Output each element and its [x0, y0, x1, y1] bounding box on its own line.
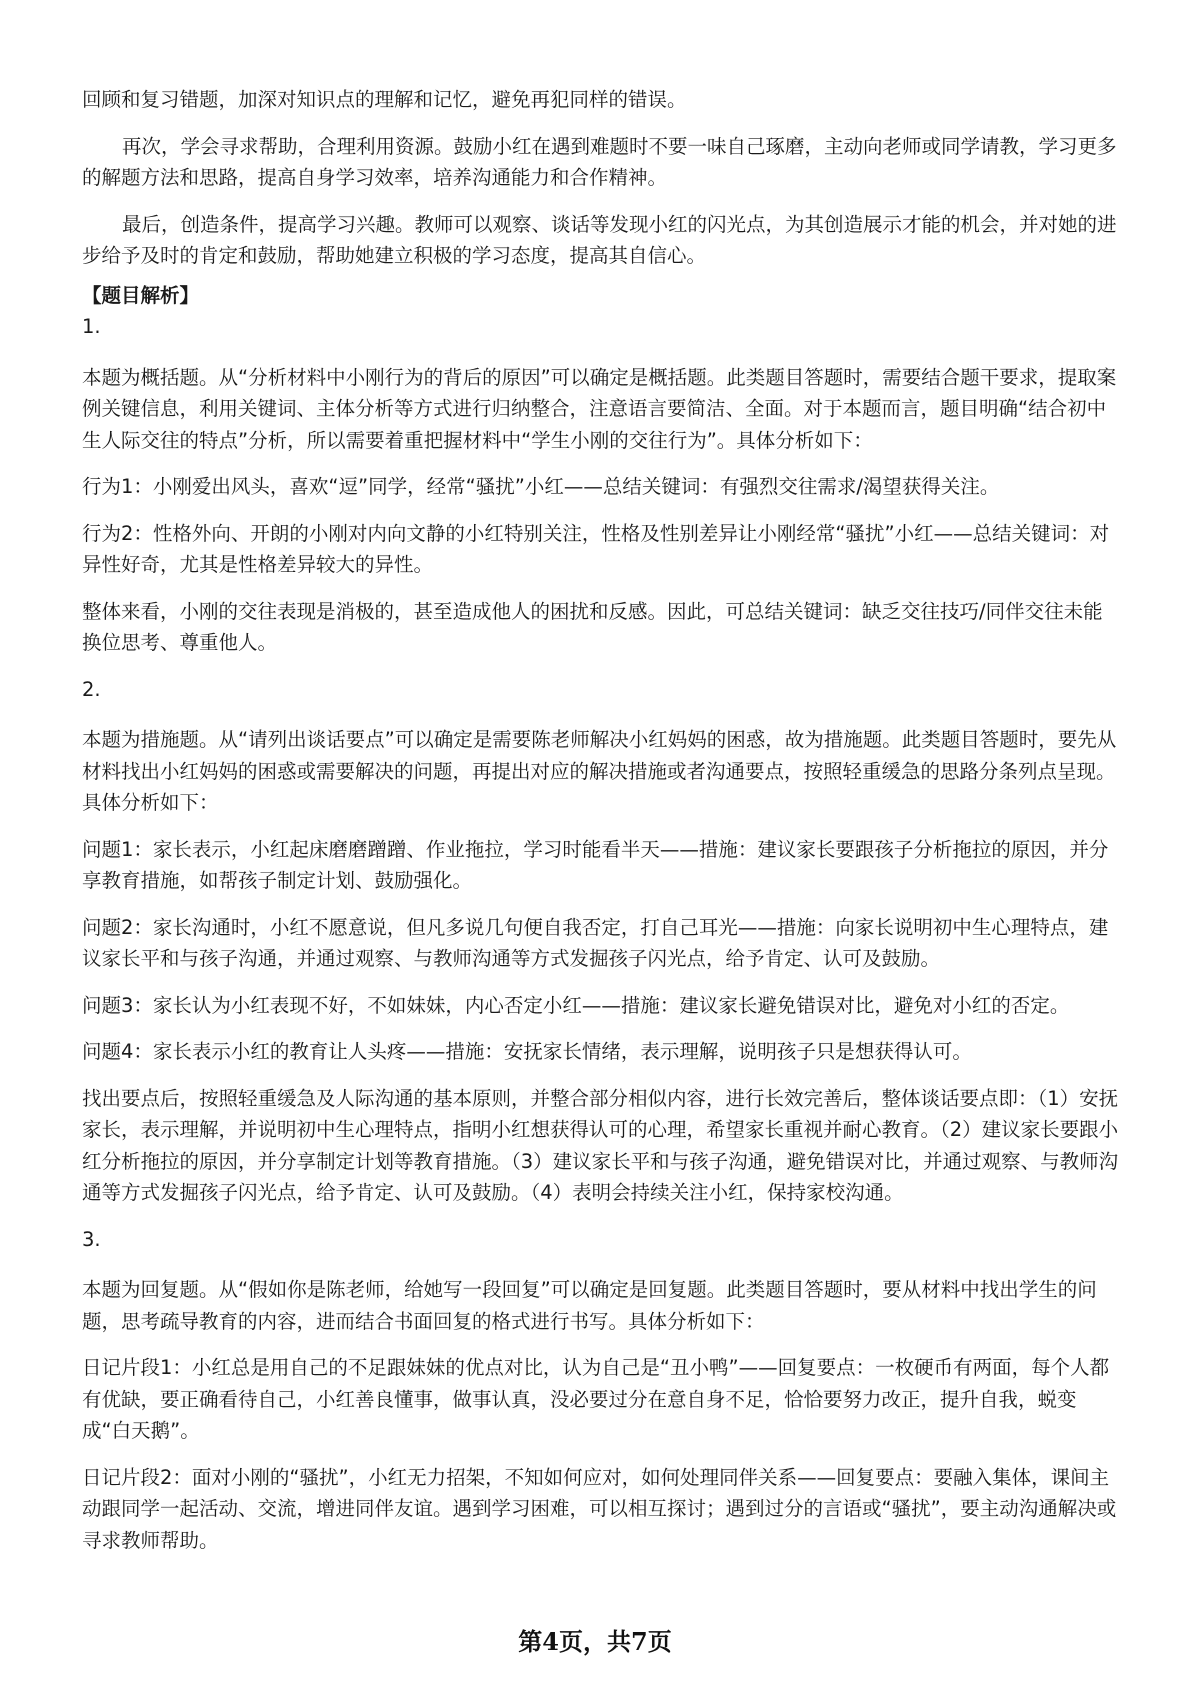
q2-problem-3: 问题3：家长认为小红表现不好，不如妹妹，内心否定小红——措施：建议家长避免错误对比，避免对小红的否定。: [82, 993, 1070, 1017]
q2-problem-1: 问题1：家长表示，小红起床磨磨蹭蹭、作业拖拉，学习时能看半天——措施：建议家长要跟孩子分析拖拉的原因，并分享教育措施，如帮孩子制定计划、鼓励强化。: [82, 837, 1109, 892]
document-page: [82, 84, 1120, 1556]
q2-problem-4: 问题4：家长表示小红的教育让人头疼——措施：安抚家长情绪，表示理解，说明孩子只是想获得认可。: [82, 1040, 972, 1063]
q2-intro: 本题为措施题。从“请列出谈话要点”可以确定是需要陈老师解决小红妈妈的困惑，故为措施题。此类题目答题时，要先从材料找出小红妈妈的困惑或需要解决的问题，再提出对应的解决措施或者沟通要点，按照轻重缓急的思路分条列点呈现。具体分析如下：: [82, 728, 1117, 814]
q1-summary: 整体来看，小刚的交往表现是消极的，甚至造成他人的困扰和反感。因此，可总结关键词：缺乏交往技巧/同伴交往未能换位思考、尊重他人。: [82, 599, 1103, 654]
q3-number: 3.: [82, 1227, 101, 1251]
q2-summary: 找出要点后，按照轻重缓急及人际沟通的基本原则，并整合部分相似内容，进行长效完善后，整体谈话要点即：（1）安抚家长，表示理解，并说明初中生心理特点，指明小红想获得认可的心理，希望家长重视并耐心教育。（2）建议家长要跟小红分析拖拉的原因，并分享制定计划等教育措施。（3）建议家长平和与孩子沟通，避免错误对比，并通过观察、与教师沟通等方式发掘孩子闪光点，给予肯定、认可及鼓励。（4）表明会持续关注小红，保持家校沟通。: [82, 1086, 1119, 1204]
page-number-footer: 第4页，共7页: [518, 1627, 672, 1656]
q3-diary-2: 日记片段2：面对小刚的“骚扰”，小红无力招架，不知如何应对，如何处理同伴关系——回复要点：要融入集体，课间主动跟同学一起活动、交流，增进同伴友谊。遇到学习困难，可以相互探讨；遇到过分的言语或“骚扰”，要主动沟通解决或寻求教师帮助。: [82, 1465, 1117, 1552]
paragraph-review: 回顾和复习错题，加深对知识点的理解和记忆，避免再犯同样的错误。: [82, 88, 687, 111]
q1-behavior-2: 行为2：性格外向、开朗的小刚对内向文静的小红特别关注，性格及性别差异让小刚经常“骚扰”小红——总结关键词：对异性好奇，尤其是性格差异较大的异性。: [82, 521, 1110, 576]
q2-number: 2.: [82, 677, 101, 701]
q3-intro: 本题为回复题。从“假如你是陈老师，给她写一段回复”可以确定是回复题。此类题目答题时，要从材料中找出学生的问题，思考疏导教育的内容，进而结合书面回复的格式进行书写。具体分析如下：: [82, 1278, 1097, 1333]
paragraph-again: 再次，学会寻求帮助，合理利用资源。鼓励小红在遇到难题时不要一味自己琢磨，主动向老师或同学请教，学习更多的解题方法和思路，提高自身学习效率，培养沟通能力和合作精神。: [82, 134, 1117, 189]
q3-diary-1: 日记片段1：小红总是用自己的不足跟妹妹的优点对比，认为自己是“丑小鸭”——回复要点：一枚硬币有两面，每个人都有优缺，要正确看待自己，小红善良懂事，做事认真，没必要过分在意自身不足，恰恰要努力改正，提升自我，蜕变成“白天鹅”。: [82, 1356, 1110, 1442]
analysis-heading: 【题目解析】: [82, 283, 200, 307]
q1-intro: 本题为概括题。从“分析材料中小刚行为的背后的原因”可以确定是概括题。此类题目答题时，需要结合题干要求，提取案例关键信息，利用关键词、主体分析等方式进行归纳整合，注意语言要简洁、全面。对于本题而言，题目明确“结合初中生人际交往的特点”分析，所以需要着重把握材料中“学生小刚的交往行为”。具体分析如下：: [82, 365, 1117, 452]
q1-behavior-1: 行为1：小刚爱出风头，喜欢“逗”同学，经常“骚扰”小红——总结关键词：有强烈交往需求/渴望获得关注。: [82, 475, 1000, 498]
q2-problem-2: 问题2：家长沟通时，小红不愿意说，但凡多说几句便自我否定，打自己耳光——措施：向家长说明初中生心理特点，建议家长平和与孩子沟通，并通过观察、与教师沟通等方式发掘孩子闪光点，给予肯定、认可及鼓励。: [82, 915, 1109, 970]
q1-number: 1.: [82, 315, 101, 338]
paragraph-last: 最后，创造条件，提高学习兴趣。教师可以观察、谈话等发现小红的闪光点，为其创造展示才能的机会，并对她的进步给予及时的肯定和鼓励，帮助她建立积极的学习态度，提高其自信心。: [82, 212, 1117, 267]
